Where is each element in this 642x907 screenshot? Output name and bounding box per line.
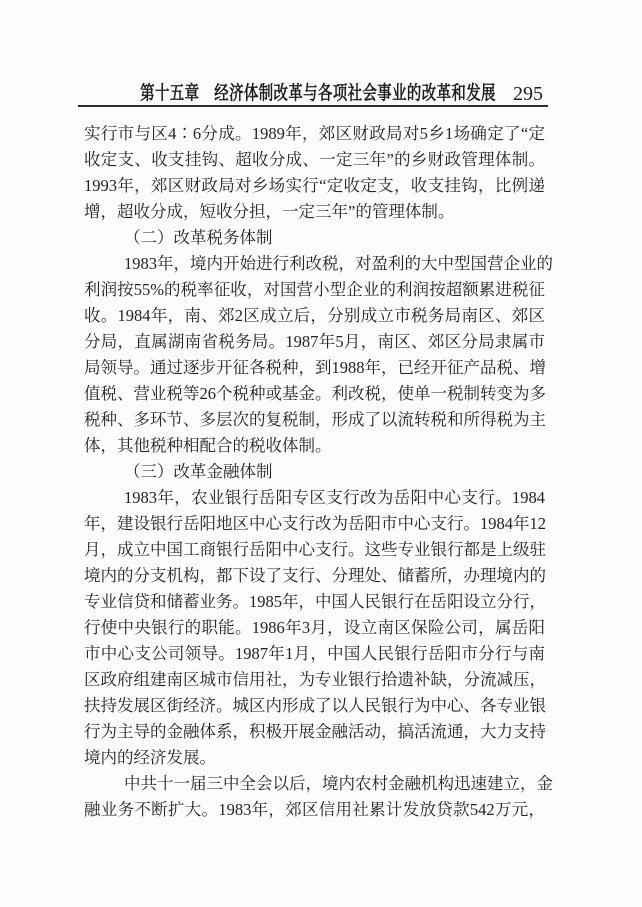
text-line: 月，成立中国工商银行岳阳中心支行。这些专业银行都是上级驻 <box>84 540 546 559</box>
text-line: 实行市与区4∶6分成。1989年，郊区财政局对5乡1场确定了“定 <box>84 124 545 143</box>
header-rule <box>78 105 548 107</box>
text-line: 体，其他税种相配合的税收体制。 <box>84 436 332 455</box>
text-line: 局领导。通过逐步开征各税种，到1988年，已经开征产品税、增 <box>84 358 546 377</box>
chapter-title: 第十五章 经济体制改革与各项社会事业的改革和发展 <box>140 83 496 104</box>
text-line: 收定支、收支挂钩、超收分成、一定三年”的乡财政管理体制。 <box>84 150 545 169</box>
text-line: 税种、多环节、多层次的复税制，形成了以流转税和所得税为主 <box>84 410 546 429</box>
text-line: 1983年，境内开始进行利改税，对盈利的大中型国营企业的 <box>124 254 553 273</box>
chapter-title-wrap <box>84 83 545 105</box>
text-line: 分局，直属湖南省税务局。1987年5月，南区、郊区分局隶属市 <box>84 332 545 351</box>
text-line: 1993年，郊区财政局对乡场实行“定收定支，收支挂钩，比例递 <box>84 176 545 195</box>
body-text <box>84 121 553 823</box>
text-line: 境内的分支机构，都下设了支行、分理处、储蓄所，办理境内的 <box>84 566 546 585</box>
text-line: 利润按55%的税率征收，对国营小型企业的利润按超额累进税征 <box>84 280 545 299</box>
text-line: 增，超收分成，短收分担，一定三年”的管理体制。 <box>84 202 455 221</box>
page-number: 295 <box>513 83 543 105</box>
text-line: 年，建设银行岳阳地区中心支行改为岳阳市中心支行。1984年12 <box>84 514 546 533</box>
text-line: 值税、营业税等26个税种或基金。利改税，使单一税制转变为多 <box>84 384 546 403</box>
text-line: 扶持发展区街经济。城区内形成了以人民银行为中心、各专业银 <box>84 696 546 715</box>
text-line: 境内的经济发展。 <box>84 748 216 767</box>
text-line: 专业信贷和储蓄业务。1985年，中国人民银行在岳阳设立分行， <box>84 592 546 611</box>
text-line: 收。1984年，南、郊2区成立后，分别成立市税务局南区、郊区 <box>84 306 545 325</box>
text-line: 融业务不断扩大。1983年，郊区信用社累计发放贷款542万元， <box>84 800 545 819</box>
text-line: 行使中央银行的职能。1986年3月，设立南区保险公司，属岳阳 <box>84 618 545 637</box>
section-heading: （二）改革税务体制 <box>124 228 273 247</box>
text-line: 区政府组建南区城市信用社，为专业银行拾遗补缺，分流减压， <box>84 670 546 689</box>
text-line: 市中心支公司领导。1987年1月，中国人民银行岳阳市分行与南 <box>84 644 545 663</box>
running-header <box>84 83 545 105</box>
text-line: 行为主导的金融体系，积极开展金融活动，搞活流通，大力支持 <box>84 722 546 741</box>
section-heading: （三）改革金融体制 <box>124 462 273 481</box>
text-line: 1983年，农业银行岳阳专区支行改为岳阳中心支行。1984 <box>124 488 545 507</box>
text-line: 中共十一届三中全会以后，境内农村金融机构迅速建立，金 <box>124 774 553 793</box>
